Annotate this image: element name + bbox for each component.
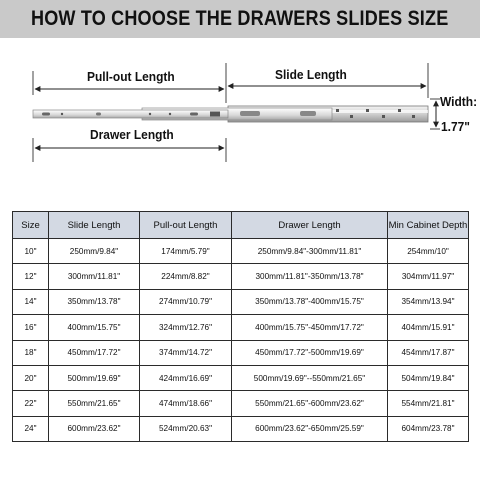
cell-min-cabinet-depth: 554mm/21.81" [388, 391, 469, 416]
table-row [13, 239, 469, 264]
slide-diagram-drawing [0, 38, 480, 210]
cell-pullout-length: 424mm/16.69" [140, 365, 232, 390]
drawer-slide-rail [33, 106, 428, 122]
cell-pullout-length: 474mm/18.66" [140, 391, 232, 416]
cell-drawer-length: 350mm/13.78"-400mm/15.75" [232, 289, 388, 314]
header-banner [0, 0, 480, 38]
cell-drawer-length: 400mm/15.75"-450mm/17.72" [232, 315, 388, 340]
cell-slide-length: 550mm/21.65" [49, 391, 140, 416]
cell-min-cabinet-depth: 604mm/23.78" [388, 416, 469, 441]
cell-min-cabinet-depth: 454mm/17.87" [388, 340, 469, 365]
cell-slide-length: 500mm/19.69" [49, 365, 140, 390]
pullout-length-label: Pull-out Length [87, 69, 175, 84]
cell-size: 20" [13, 365, 49, 390]
cell-drawer-length: 550mm/21.65"-600mm/23.62" [232, 391, 388, 416]
column-header-pullout-length: Pull-out Length [140, 212, 232, 239]
cell-slide-length: 350mm/13.78" [49, 289, 140, 314]
cell-drawer-length: 250mm/9.84"-300mm/11.81" [232, 239, 388, 264]
cell-pullout-length: 274mm/10.79" [140, 289, 232, 314]
table-row [13, 391, 469, 416]
size-table [12, 211, 469, 442]
size-table-container [12, 211, 468, 442]
width-value: 1.77" [441, 119, 470, 134]
cell-size: 16" [13, 315, 49, 340]
table-row [13, 264, 469, 289]
width-label: Width: [440, 94, 478, 109]
cell-pullout-length: 174mm/5.79" [140, 239, 232, 264]
cell-min-cabinet-depth: 354mm/13.94" [388, 289, 469, 314]
cell-size: 12" [13, 264, 49, 289]
column-header-slide-length: Slide Length [49, 212, 140, 239]
cell-size: 10" [13, 239, 49, 264]
cell-size: 14" [13, 289, 49, 314]
table-row [13, 289, 469, 314]
cell-drawer-length: 300mm/11.81"-350mm/13.78" [232, 264, 388, 289]
page-title: HOW TO CHOOSE THE DRAWERS SLIDES SIZE [31, 7, 449, 30]
column-header-drawer-length: Drawer Length [232, 212, 388, 239]
slide-length-label: Slide Length [275, 67, 347, 82]
slide-diagram [0, 38, 480, 210]
cell-slide-length: 400mm/15.75" [49, 315, 140, 340]
cell-slide-length: 600mm/23.62" [49, 416, 140, 441]
cell-min-cabinet-depth: 504mm/19.84" [388, 365, 469, 390]
cell-drawer-length: 500mm/19.69"--550mm/21.65" [232, 365, 388, 390]
column-header-min-cabinet-depth: Min Cabinet Depth [388, 212, 469, 239]
cell-slide-length: 250mm/9.84" [49, 239, 140, 264]
table-row [13, 340, 469, 365]
table-header-row [13, 212, 469, 239]
cell-size: 24" [13, 416, 49, 441]
cell-pullout-length: 324mm/12.76" [140, 315, 232, 340]
cell-slide-length: 300mm/11.81" [49, 264, 140, 289]
table-row [13, 416, 469, 441]
width-dimension [430, 99, 440, 129]
cell-pullout-length: 374mm/14.72" [140, 340, 232, 365]
cell-min-cabinet-depth: 254mm/10" [388, 239, 469, 264]
cell-min-cabinet-depth: 304mm/11.97" [388, 264, 469, 289]
cell-drawer-length: 600mm/23.62"-650mm/25.59" [232, 416, 388, 441]
table-row [13, 315, 469, 340]
cell-pullout-length: 524mm/20.63" [140, 416, 232, 441]
cell-size: 18" [13, 340, 49, 365]
column-header-size: Size [13, 212, 49, 239]
cell-size: 22" [13, 391, 49, 416]
table-row [13, 365, 469, 390]
cell-slide-length: 450mm/17.72" [49, 340, 140, 365]
cell-min-cabinet-depth: 404mm/15.91" [388, 315, 469, 340]
cell-pullout-length: 224mm/8.82" [140, 264, 232, 289]
drawer-length-label: Drawer Length [90, 127, 174, 142]
cell-drawer-length: 450mm/17.72"-500mm/19.69" [232, 340, 388, 365]
